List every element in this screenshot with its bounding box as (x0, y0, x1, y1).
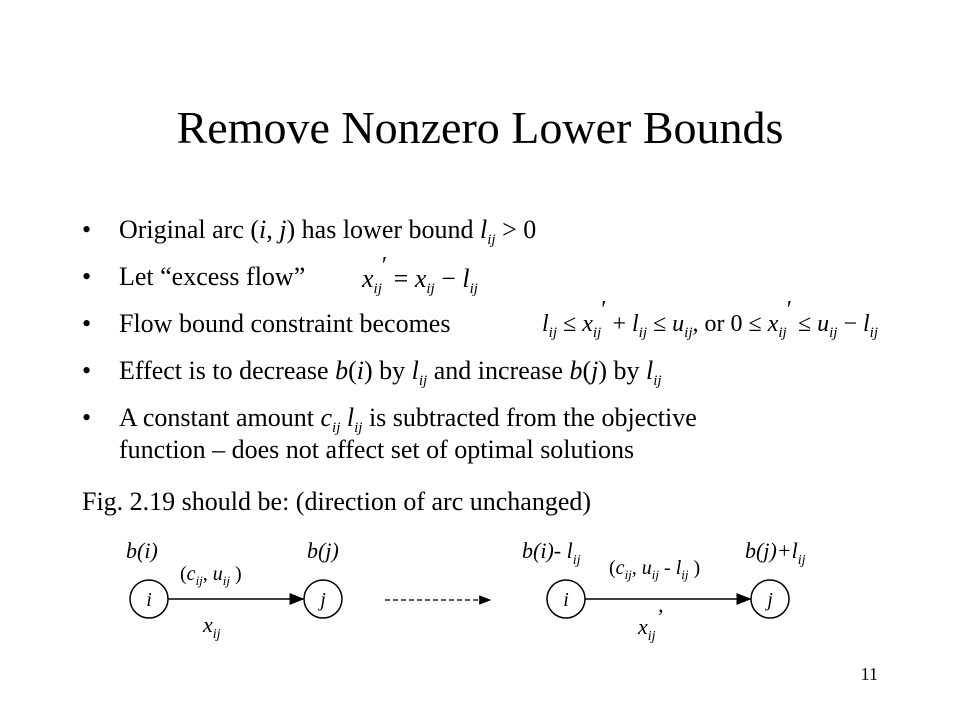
node-i-label: i (146, 589, 152, 611)
bullet-marker: • (82, 215, 92, 244)
arc-label: ($c_{ij}$, $u_{ij}$ ) (180, 563, 242, 588)
bullet-marker: • (82, 262, 92, 291)
bullet-flow-bound: • Flow bound constraint becomes (82, 309, 451, 338)
supply-label-i-adjusted: b(i)- $l_{ij}$ (522, 538, 581, 568)
original-network (126, 538, 342, 642)
arc-label-adjusted: ($c_{ij}$, $u_{ij} - l_{ij}$ ) (609, 557, 701, 582)
supply-label-i: b(i) (126, 538, 158, 563)
flow-label: $x_{ij}$ (203, 612, 221, 642)
node-j-transformed-label: j (767, 589, 773, 611)
supply-label-j-adjusted: $b(j)+l_{ij}$ (745, 538, 806, 568)
bullet-marker: • (82, 356, 92, 385)
bullet-excess-flow: • Let “excess flow” (82, 262, 306, 291)
bullet-marker: • (82, 403, 92, 432)
page-number: 11 (860, 664, 878, 684)
bullet-effect: • Effect is to decrease b(i) by $l_{ij}$ and increase b(j) by $l_{ij}$ (82, 356, 662, 389)
slide-title: Remove Nonzero Lower Bounds (176, 102, 784, 153)
supply-label-j: b(j) (307, 538, 339, 563)
excess-flow-label: $x_{ij}$’ (638, 604, 663, 644)
node-j-label: j (320, 589, 326, 611)
figure-caption: Fig. 2.19 should be: (direction of arc unchanged) (82, 487, 592, 516)
excess-flow-equation: $x_{ij}' = x_{ij} - l_{ij}$ (362, 253, 478, 297)
bullet-constant-amount: • A constant amount $c_{ij}$ $l_{ij}$ is subtracted from the objective function – does not affect set of optimal solutions (82, 403, 697, 464)
flow-bound-equation: $l_{ij} \le x_{ij}' + l_{ij} \le u_{ij}$, or $0 \le x_{ij}' \le u_{ij} - l_{ij}$ (542, 297, 879, 341)
bullet-original-arc: • Original arc (i, j) has lower bound $l_{ij} > 0$ (82, 215, 537, 248)
network-transformation-diagram (0, 530, 960, 670)
node-i-transformed-label: i (563, 589, 569, 611)
transformed-network (522, 538, 806, 644)
bullet-list (82, 214, 902, 481)
bullet-marker: • (82, 309, 92, 338)
